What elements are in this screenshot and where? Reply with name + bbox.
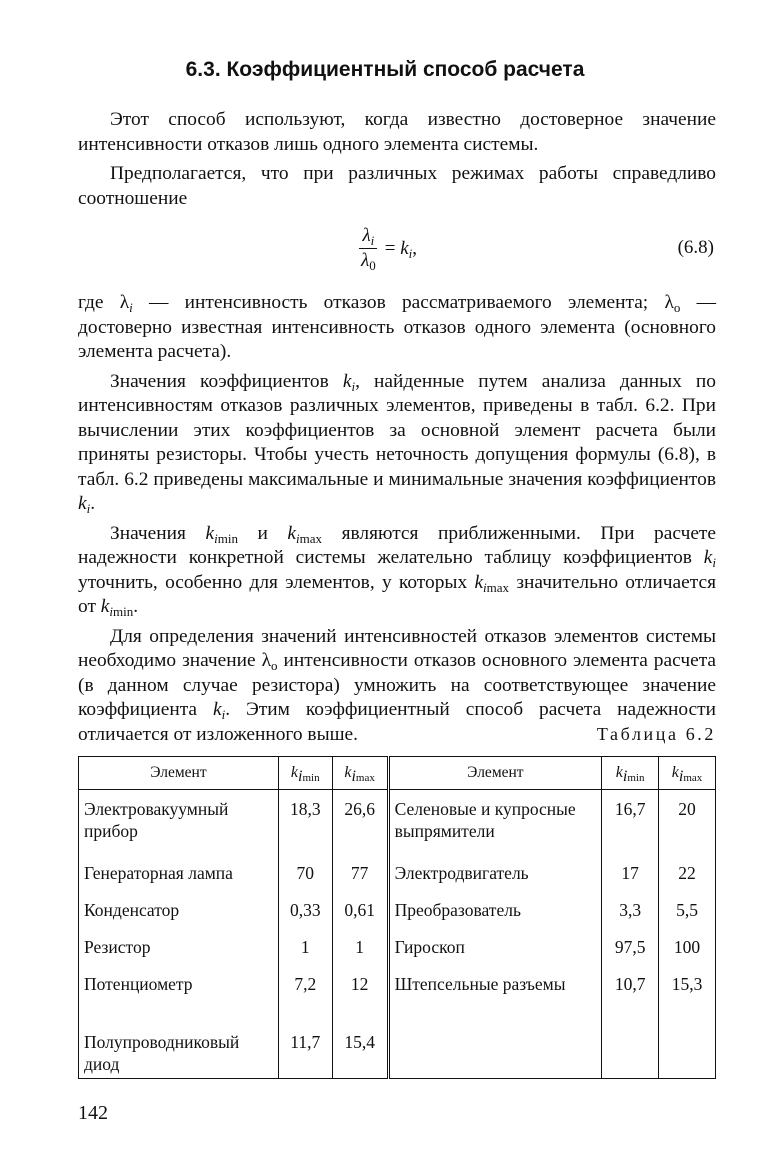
table-caption: Таблица 6.2 [596, 724, 716, 744]
header-kmax-left: $k_{imax}$ [332, 757, 388, 790]
header-element-right: Элемент [388, 757, 602, 790]
cell-element: Штепсельные разъемы [388, 965, 602, 1023]
cell-element: Генераторная лампа [79, 854, 279, 891]
cell-kmax [659, 1023, 716, 1079]
cell-kmax: 12 [332, 965, 388, 1023]
cell-kmax: 15,4 [332, 1023, 388, 1079]
cell-kmin: 18,3 [278, 790, 332, 854]
cell-kmax: 20 [659, 790, 716, 854]
cell-element [388, 1023, 602, 1079]
cell-element: Полупроводниковый диод [79, 1023, 279, 1079]
cell-kmin: 16,7 [602, 790, 659, 854]
cell-kmin [602, 1023, 659, 1079]
cell-kmin: 97,5 [602, 928, 659, 965]
cell-element: Электродвигатель [388, 854, 602, 891]
cell-element: Резистор [79, 928, 279, 965]
paragraph-5: Значения $k_{imin}$ и $k_{imax}$ являются приближенными. При расчете надежности конкретной системы желательно таблицу коэффициентов $k_i$ уточнить, особенно для элементов, у которых $k_{imax}$ значительно отличается от $k_{imin}$. [78, 522, 717, 619]
formula-rhs: = $k_i$, [384, 237, 418, 261]
cell-element: Потенциометр [79, 965, 279, 1023]
cell-kmax: 22 [659, 854, 716, 891]
cell-kmax: 15,3 [659, 965, 716, 1023]
cell-kmax: 1 [332, 928, 388, 965]
cell-kmin: 11,7 [278, 1023, 332, 1079]
cell-kmax: 0,61 [332, 891, 388, 928]
header-kmax-right: $k_{imax}$ [659, 757, 716, 790]
cell-element: Преобразователь [388, 891, 602, 928]
table-row [79, 891, 716, 928]
cell-kmin: 17 [602, 854, 659, 891]
cell-kmin: 7,2 [278, 965, 332, 1023]
paragraph-2: Предполагается, что при различных режимах работы справедливо соотношение [78, 163, 716, 209]
cell-kmax: 77 [332, 854, 388, 891]
cell-element: Конденсатор [79, 891, 279, 928]
cell-kmin: 1 [278, 928, 332, 965]
formula-number: (6.8) [677, 237, 714, 258]
table-row [79, 854, 716, 891]
formula-numerator: $\lambda_i$ [359, 225, 377, 249]
cell-element: Селеновые и купросные выпрямители [388, 790, 602, 854]
formula-expression [358, 225, 417, 272]
header-kmin-right: $k_{imin}$ [602, 757, 659, 790]
table-row [79, 965, 716, 1023]
paragraph-3: где $\lambda_i$ — интенсивность отказов рассматриваемого элемента; $\lambda_о$ — достоверно известная интенсивность отказов одного элемента (основного элемента расчета). [78, 292, 716, 362]
paragraph-6: Для определения значений интенсивностей отказов элементов системы необходимо значение $\lambda_о$ интенсивности отказов основного элемента расчета (в данном случае резистора) умножить на соответствующее значение коэффициента $k_i$. Этим коэффициентный способ расчета надежности отличается от изложенного выше. [78, 625, 717, 745]
paragraph-4: Значения коэффициентов $k_i$, найденные путем анализа данных по интенсивностям отказов различных элементов, приведены в табл. 6.2. При вычислении этих коэффициентов за основной элемент расчета были приняты резисторы. Чтобы учесть неточность допущения формулы (6.8), в табл. 6.2 приведены максимальные и минимальные значения коэффициентов $k_i$. [78, 370, 716, 516]
cell-kmin: 3,3 [602, 891, 659, 928]
cell-kmax: 100 [659, 928, 716, 965]
section-heading: 6.3. Коэффициентный способ расчета [185, 58, 585, 81]
cell-kmin: 0,33 [278, 891, 332, 928]
table-header-row [79, 757, 716, 790]
header-kmin-left: $k_{imin}$ [278, 757, 332, 790]
formula-6-8 [78, 221, 716, 283]
cell-element: Гироскоп [388, 928, 602, 965]
cell-kmin: 70 [278, 854, 332, 891]
paragraph-1: Этот способ используют, когда известно достоверное значение интенсивности отказов лишь одного элемента системы. [78, 109, 716, 155]
header-element-left: Элемент [79, 757, 279, 790]
cell-element: Электровакуумный прибор [79, 790, 279, 854]
table-row [79, 928, 716, 965]
table-row [79, 790, 716, 854]
cell-kmax: 26,6 [332, 790, 388, 854]
table-row [79, 1023, 716, 1079]
page-number: 142 [78, 1102, 108, 1124]
formula-denominator: $\lambda_0$ [361, 250, 376, 273]
cell-kmin: 10,7 [602, 965, 659, 1023]
body-text [78, 108, 716, 752]
cell-kmax: 5,5 [659, 891, 716, 928]
formula-fraction [358, 225, 379, 272]
coefficients-table [78, 756, 716, 1079]
